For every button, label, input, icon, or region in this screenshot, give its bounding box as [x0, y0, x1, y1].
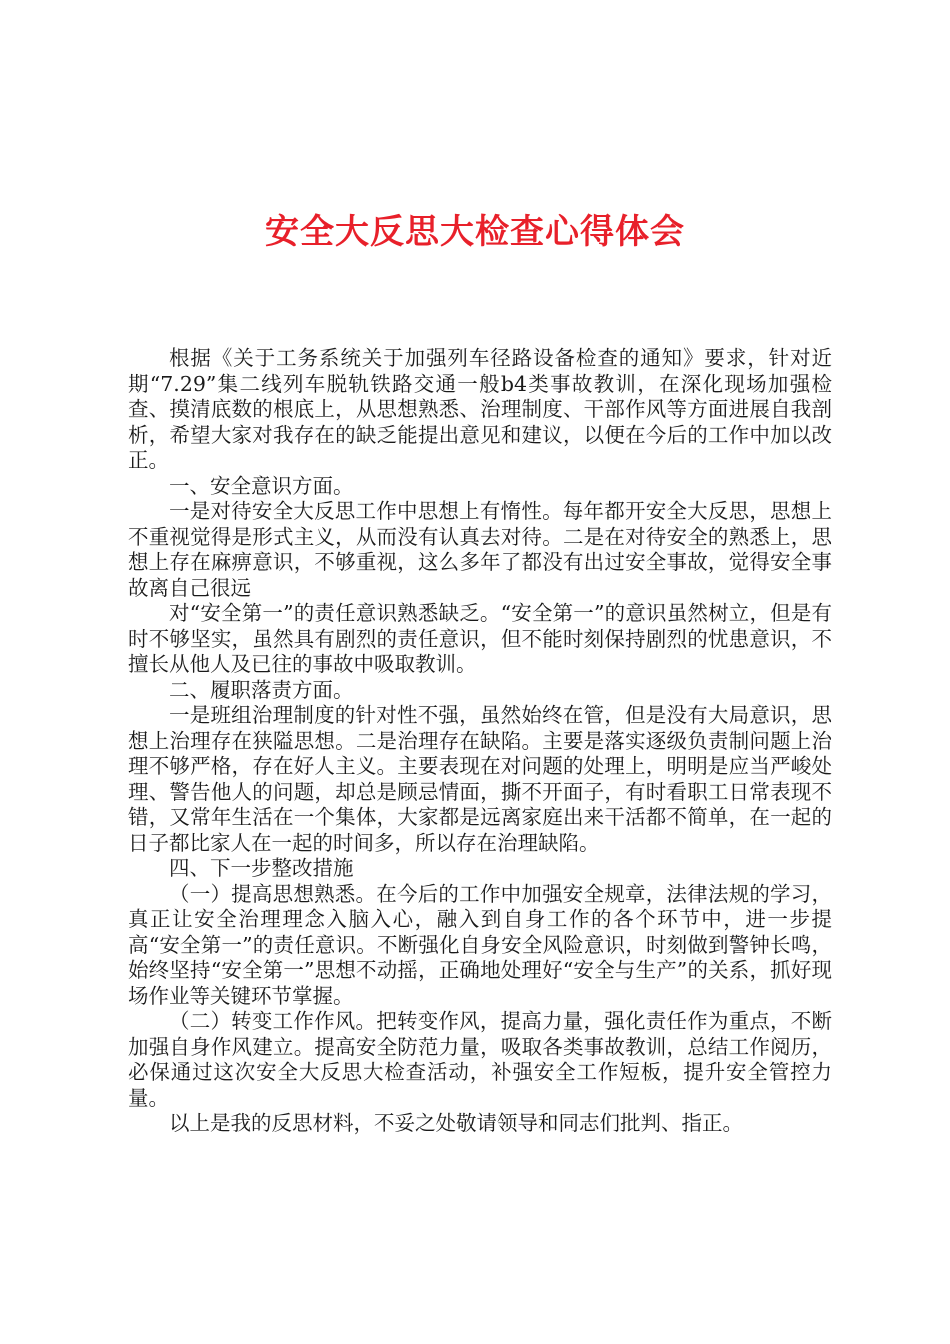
heading-safety-awareness: 一、安全意识方面。	[169, 473, 354, 498]
heading-duty-performance: 二、履职落责方面。	[169, 677, 354, 702]
paragraph-measure-one: （一）提高思想熟悉。在今后的工作中加强安全规章，法律法规的学习，真正让安全治理理念入脑入心，融入到自身工作的各个环节中，进一步提高“安全第一”的责任意识。不断强化自身安全风险意识，时刻做到警钟长鸣，始终坚持“安全第一”思想不动摇，正确地处理好“安全与生产”的关系，抓好现场作业等关键环节掌握。	[128, 881, 832, 1008]
paragraph-safety-first: 对“安全第一”的责任意识熟悉缺乏。“安全第一”的意识虽然树立，但是有时不够坚实，虽然具有剧烈的责任意识，但不能时刻保持剧烈的忧患意识，不擅长从他人及已往的事故中吸取教训。	[128, 601, 832, 676]
paragraph-team-management: 一是班组治理制度的针对性不强，虽然始终在管，但是没有大局意识，思想上治理存在狭隘思想。二是治理存在缺陷。主要是落实逐级负责制问题上治理不够严格，存在好人主义。主要表现在对问题的处理上，明明是应当严峻处理、警告他人的问题，却总是顾忌情面，撕不开面子，有时看职工日常表现不错，又常年生活在一个集体，大家都是远离家庭出来干活都不简单，在一起的日子都比家人在一起的时间多，所以存在治理缺陷。	[128, 703, 832, 855]
paragraph-safety-inertia: 一是对待安全大反思工作中思想上有惰性。每年都开安全大反思，思想上不重视觉得是形式主义，从而没有认真去对待。二是在对待安全的熟悉上，思想上存在麻痹意识，不够重视，这么多年了都没有出过安全事故，觉得安全事故离自己很远	[128, 499, 832, 600]
document-title: 安全大反思大检查心得体会	[265, 212, 685, 252]
heading-rectification-measures: 四、下一步整改措施	[169, 856, 354, 880]
paragraph-closing: 以上是我的反思材料，不妥之处敬请领导和同志们批判、指正。	[169, 1111, 743, 1135]
document-body	[128, 346, 832, 1137]
paragraph-measure-two: （二）转变工作作风。把转变作风，提高力量，强化责任作为重点，不断加强自身作风建立。提高安全防范力量，吸取各类事故教训，总结工作阅历，必保通过这次安全大反思大检查活动，补强安全工作短板，提升安全管控力量。	[128, 1009, 832, 1110]
paragraph-intro: 根据《关于工务系统关于加强列车径路设备检查的通知》要求，针对近期“7.29”集二线列车脱轨铁路交通一般b4类事故教训，在深化现场加强检查、摸清底数的根底上，从思想熟悉、治理制度、干部作风等方面进展自我剖析，希望大家对我存在的缺乏能提出意见和建议，以便在今后的工作中加以改正。	[128, 346, 832, 472]
